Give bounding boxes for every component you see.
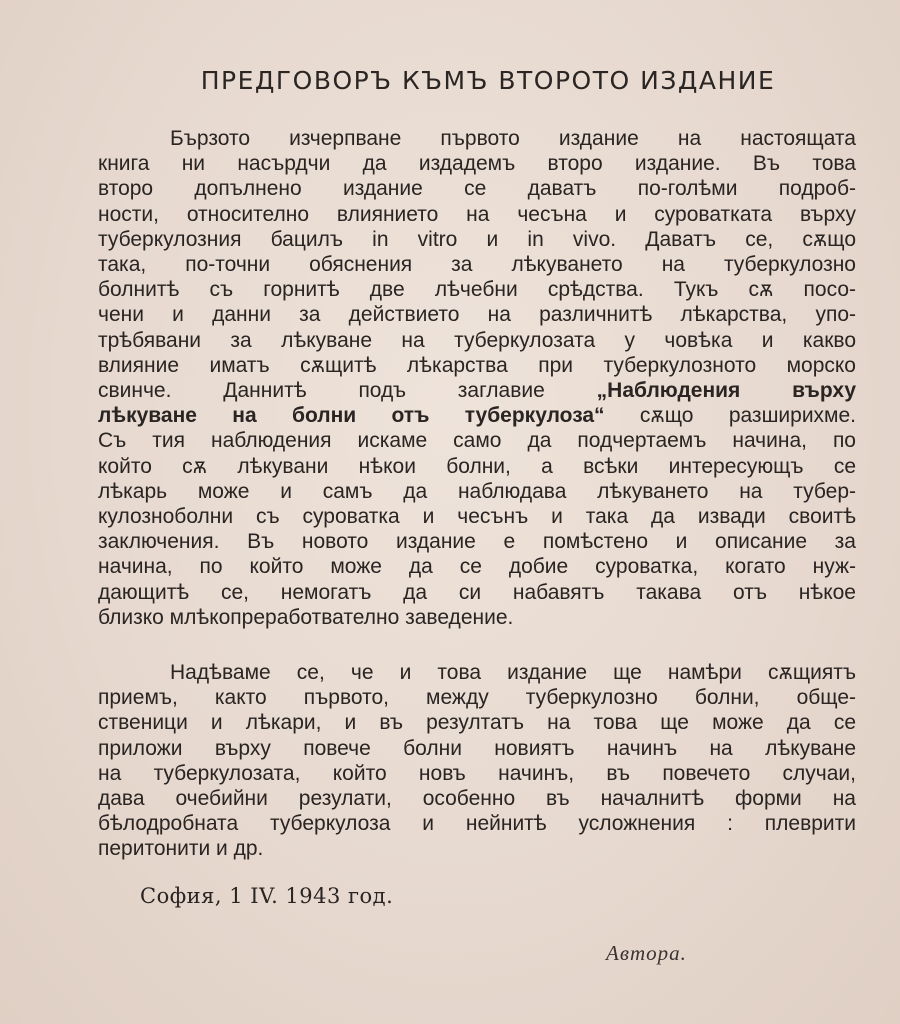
text-line: перитонити и др. (98, 837, 264, 861)
bold-heading-reference: „Наблюдения върху (596, 379, 857, 403)
text-line-with-heading (98, 378, 856, 403)
text-line: влияние иматъ сѫщитѣ лѣкарства при туберкулозното морско (98, 353, 856, 377)
text-line: ности, относително влиянието на чесъна и суроватката върху (98, 202, 856, 226)
text-line-with-heading (98, 403, 856, 428)
text-line: бѣлодробната туберкулоза и нейнитѣ усложнения : плеврити (98, 812, 856, 836)
place-and-date: София, 1 IV. 1943 год. (140, 884, 394, 908)
text-line: приложи върху повече болни новиятъ начинъ на лѣкуване (98, 736, 856, 760)
text-segment: свинче. Даннитѣ подъ заглавие (98, 379, 545, 403)
text-line: Бързото изчерпване първото издание на настоящата (170, 127, 856, 150)
text-line: близко млѣкопреработвателно заведение. (98, 605, 514, 629)
text-line: който сѫ лѣкувани нѣкои болни, а всѣки интересующъ се (98, 454, 856, 478)
text-line: книга ни насърдчи да издадемъ второ издание. Въ това (98, 152, 856, 176)
text-line: Съ тия наблюдения искаме само да подчертаемъ начина, по (98, 429, 856, 453)
paragraph-2 (98, 660, 856, 862)
text-line: на туберкулозата, който новъ начинъ, въ повечето случаи, (98, 761, 856, 785)
paragraph-1 (98, 126, 856, 630)
page-title: ПРЕДГОВОРЪ КЪМЪ ВТОРОТО ИЗДАНИЕ (200, 66, 776, 95)
text-segment: сѫщо разширихме. (604, 404, 857, 428)
text-line: приемъ, както първото, между туберкулозно болни, обще- (98, 686, 856, 710)
text-line: ственици и лѣкари, и въ резултатъ на това ще може да се (98, 711, 856, 735)
text-line: дава очебийни резулати, особенно въ началнитѣ форми на (98, 787, 856, 811)
text-line: заключения. Въ новото издание е помѣстено и описание за (98, 530, 856, 554)
text-line: лѣкарь може и самъ да наблюдава лѣкуването на тубер- (98, 479, 856, 503)
text-line: трѣбявани за лѣкуване на туберкулозата у човѣка и какво (98, 328, 856, 352)
text-line: дающитѣ се, немогатъ да си набавятъ такава отъ нѣкое (98, 580, 856, 604)
text-line: второ допълнено издание се даватъ по-голѣми подроб- (98, 177, 856, 201)
text-line: начина, по който може да се добие суроватка, когато нуж- (98, 555, 856, 579)
text-line: кулозноболни съ суроватка и чесънъ и така да извади своитѣ (98, 505, 856, 529)
text-line: така, по-точни обяснения за лѣкуването на туберкулозно (98, 253, 856, 277)
text-line: Надѣваме се, че и това издание ще намѣри сѫщиятъ (170, 661, 856, 684)
text-line: болнитѣ съ горнитѣ две лѣчебни срѣдства. Тукъ сѫ посо- (98, 278, 856, 302)
text-line: чени и данни за действието на различнитѣ лѣкарства, упо- (98, 303, 856, 327)
text-line: туберкулозния бацилъ in vitro и in vivo. Даватъ се, сѫщо (98, 227, 856, 251)
bold-heading-reference: лѣкуване на болни отъ туберкулоза“ (98, 404, 605, 428)
author-signature: Автора. (606, 941, 687, 965)
